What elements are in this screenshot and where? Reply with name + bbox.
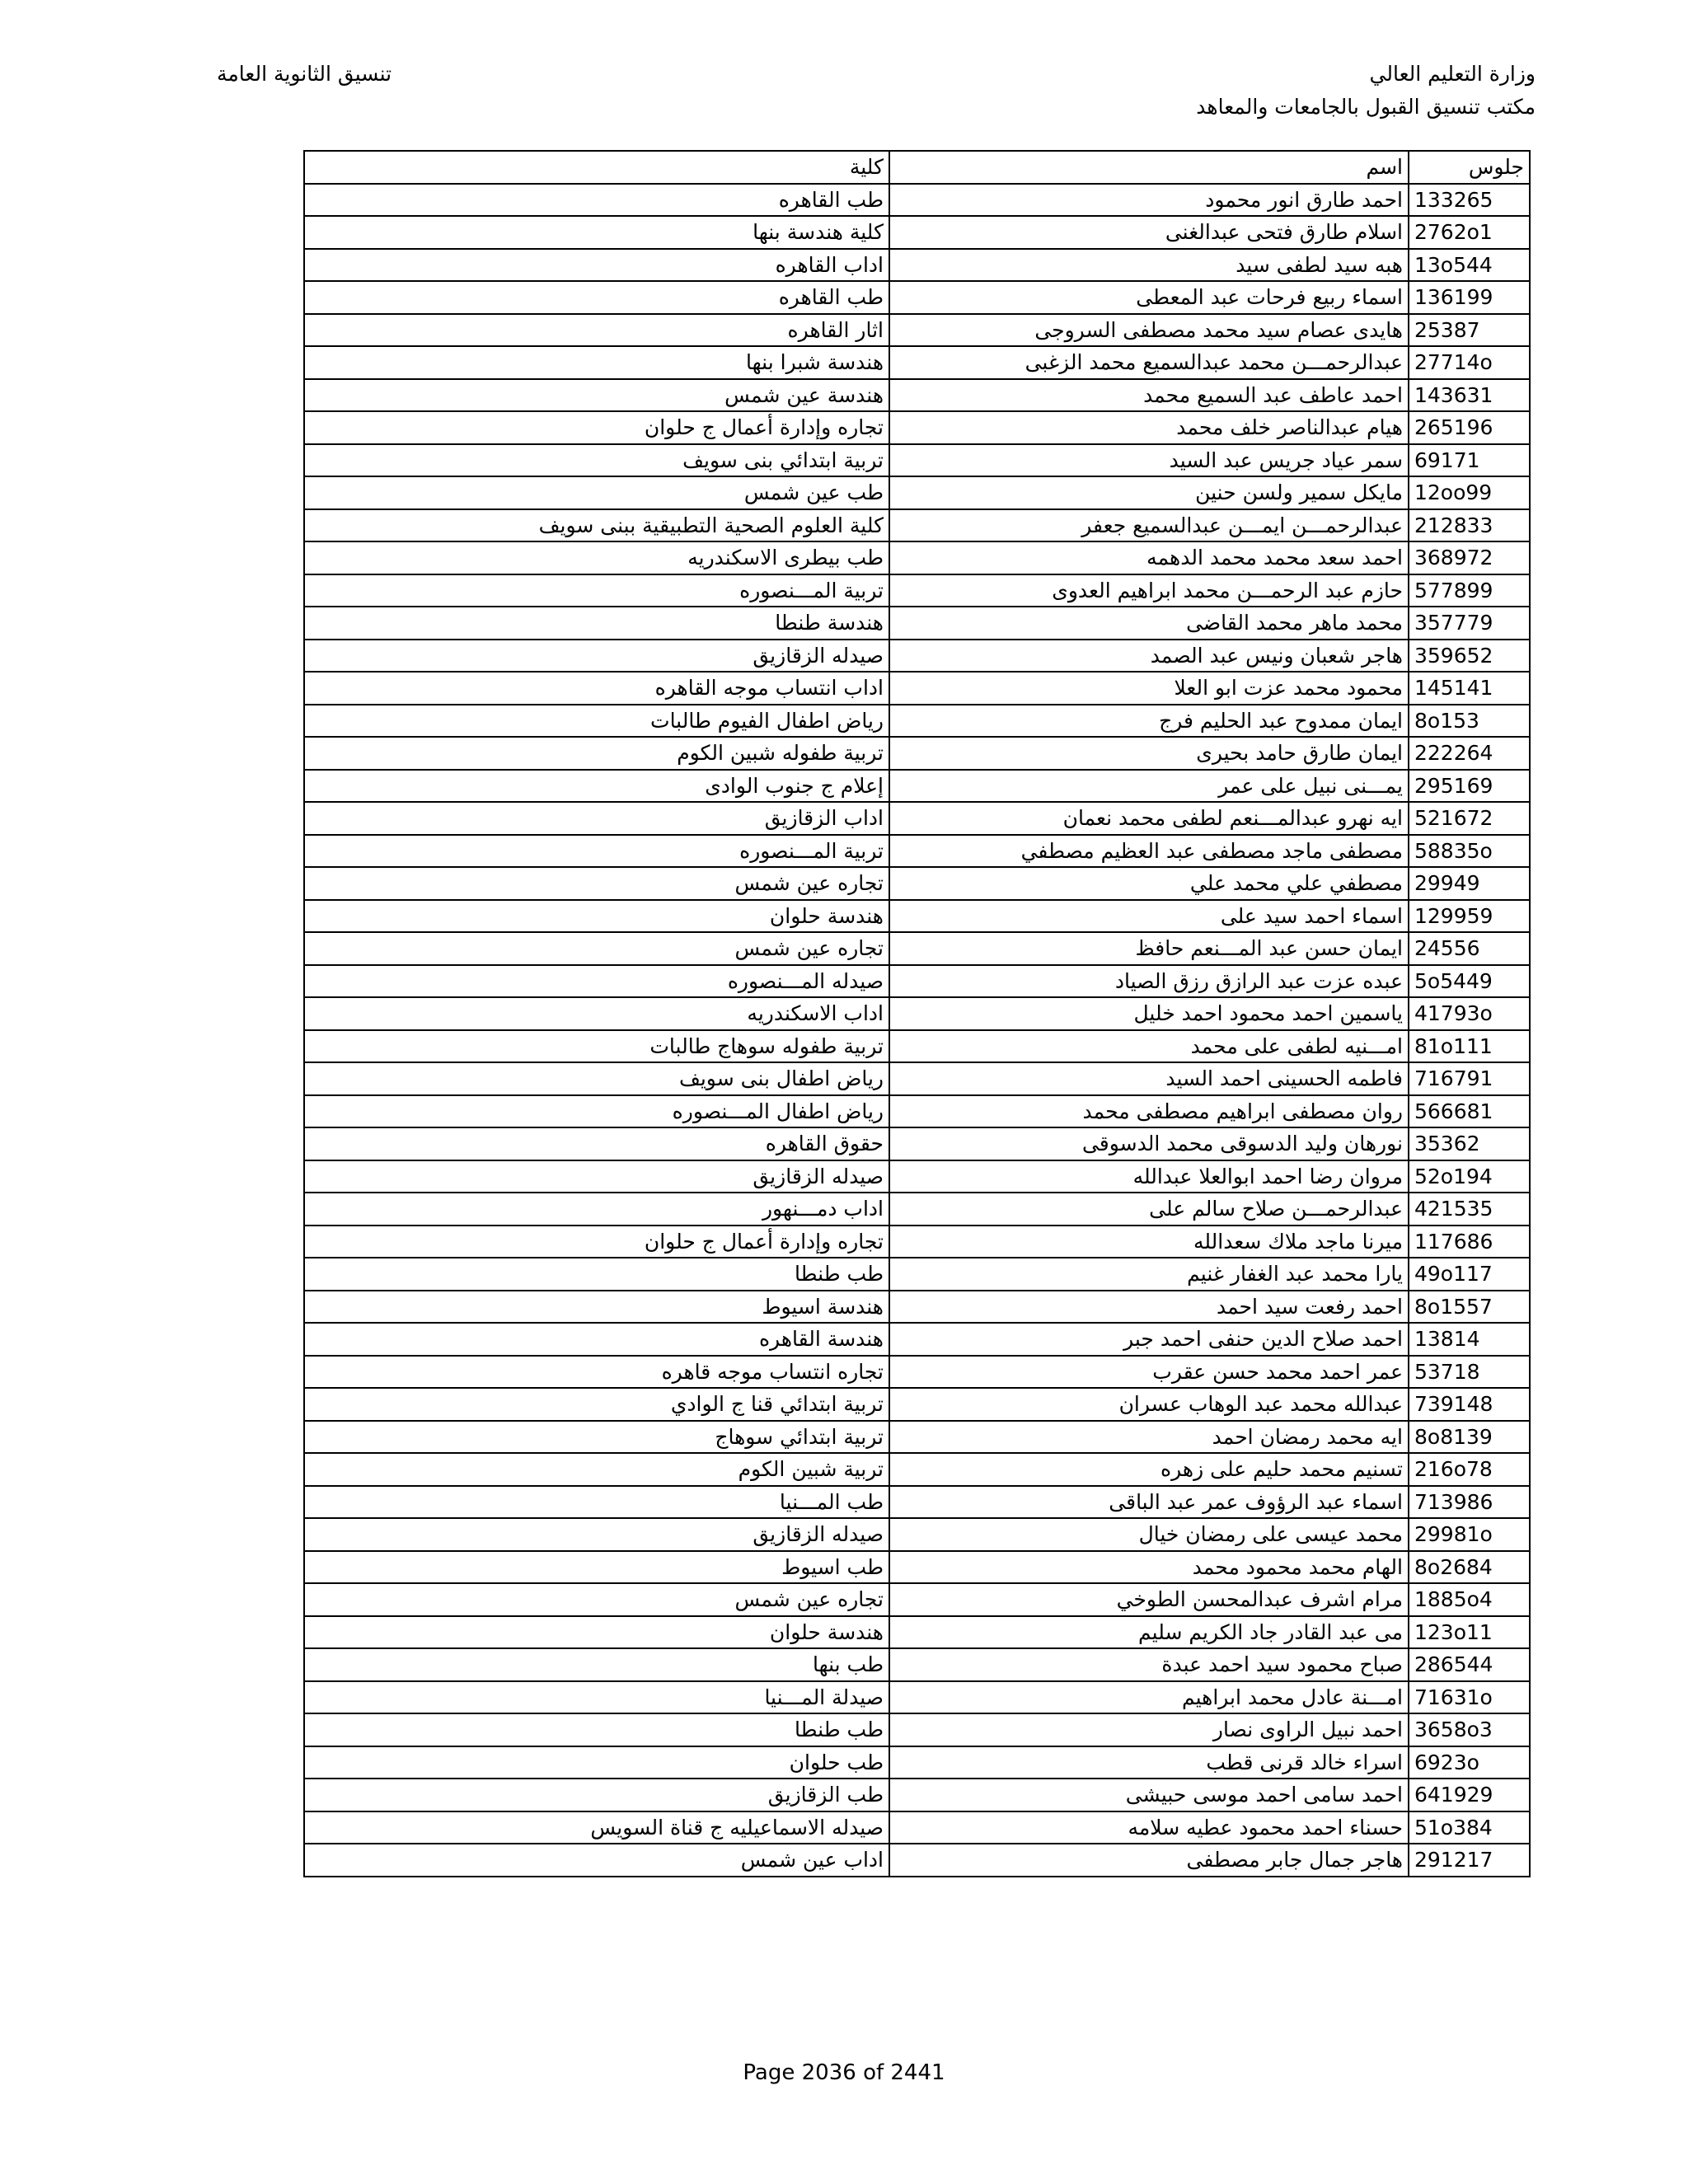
faculty-cell: تربية طفوله سوهاج طالبات: [304, 1030, 889, 1063]
seat-number-cell: 53718: [1409, 1356, 1530, 1389]
student-name-cell: مروان رضا احمد ابوالعلا عبدالله: [889, 1160, 1409, 1193]
student-name-cell: عبده عزت عبد الرازق رزق الصياد: [889, 965, 1409, 998]
seat-number-cell: 368972: [1409, 541, 1530, 574]
seat-number-cell: 8o2684: [1409, 1551, 1530, 1584]
table-row: [304, 1226, 1530, 1258]
table-row: [304, 737, 1530, 770]
student-name-cell: هيام عبدالناصر خلف محمد: [889, 411, 1409, 444]
student-name-cell: الهام محمد محمود محمد: [889, 1551, 1409, 1584]
table-row: [304, 867, 1530, 900]
seat-number-cell: 41793o: [1409, 997, 1530, 1030]
seat-number-cell: 222264: [1409, 737, 1530, 770]
faculty-cell: اداب القاهره: [304, 249, 889, 282]
page-number: Page 2036 of 2441: [743, 2060, 945, 2085]
seat-number-cell: 216o78: [1409, 1453, 1530, 1486]
table-row: [304, 1779, 1530, 1811]
seat-number-cell: 52o194: [1409, 1160, 1530, 1193]
student-name-cell: تسنيم محمد حليم على زهره: [889, 1453, 1409, 1486]
faculty-cell: طب اسيوط: [304, 1551, 889, 1584]
table-row: [304, 541, 1530, 574]
table-row: [304, 1421, 1530, 1454]
faculty-cell: طب المـــنيا: [304, 1486, 889, 1519]
faculty-cell: اثار القاهره: [304, 314, 889, 347]
student-name-cell: يمـــنى نبيل على عمر: [889, 770, 1409, 803]
student-name-cell: عبدالله محمد عبد الوهاب عسران: [889, 1388, 1409, 1421]
faculty-cell: تربية طفوله شبين الكوم: [304, 737, 889, 770]
faculty-cell: رياض اطفال بنى سويف: [304, 1062, 889, 1095]
seat-number-cell: 6923o: [1409, 1746, 1530, 1779]
seat-number-cell: 35362: [1409, 1127, 1530, 1160]
faculty-cell: اداب الزقازيق: [304, 802, 889, 835]
table-row: [304, 444, 1530, 477]
table-row: [304, 476, 1530, 509]
student-name-cell: سمر عياد جريس عبد السيد: [889, 444, 1409, 477]
faculty-cell: تربية ابتدائي قنا ج الوادي: [304, 1388, 889, 1421]
student-name-cell: حسناء احمد محمود عطيه سلامه: [889, 1811, 1409, 1844]
student-name-cell: هبه سيد لطفى سيد: [889, 249, 1409, 282]
table-row: [304, 1095, 1530, 1128]
student-name-cell: اسماء ربيع فرحات عبد المعطى: [889, 281, 1409, 314]
faculty-cell: صيدله الزقازيق: [304, 1160, 889, 1193]
faculty-cell: تربية المـــنصوره: [304, 574, 889, 607]
table-row: [304, 1388, 1530, 1421]
table-row: [304, 1486, 1530, 1519]
faculty-cell: طب طنطا: [304, 1713, 889, 1746]
office-name: مكتب تنسيق القبول بالجامعات والمعاهد: [1196, 95, 1536, 119]
faculty-cell: طب القاهره: [304, 281, 889, 314]
student-name-cell: محمود محمد عزت ابو العلا: [889, 672, 1409, 705]
student-name-cell: ايمان حسن عبد المـــنعم حافظ: [889, 932, 1409, 965]
seat-number-cell: 51o384: [1409, 1811, 1530, 1844]
seat-number-cell: 13814: [1409, 1323, 1530, 1356]
admissions-table-body: [304, 151, 1530, 1877]
seat-number-cell: 29949: [1409, 867, 1530, 900]
seat-number-cell: 291217: [1409, 1844, 1530, 1877]
coordination-title: تنسيق الثانوية العامة: [217, 62, 392, 86]
student-name-cell: عبدالرحمـــن صلاح سالم على: [889, 1193, 1409, 1226]
table-row: [304, 1062, 1530, 1095]
seat-number-cell: 117686: [1409, 1226, 1530, 1258]
seat-number-cell: 295169: [1409, 770, 1530, 803]
seat-number-cell: 357779: [1409, 607, 1530, 640]
seat-number-cell: 739148: [1409, 1388, 1530, 1421]
seat-number-cell: 133265: [1409, 184, 1530, 217]
student-name-cell: احمد نبيل الراوى نصار: [889, 1713, 1409, 1746]
faculty-cell: اداب عين شمس: [304, 1844, 889, 1877]
student-name-cell: فاطمه الحسينى احمد السيد: [889, 1062, 1409, 1095]
seat-number-cell: 29981o: [1409, 1518, 1530, 1551]
faculty-cell: هندسة شبرا بنها: [304, 346, 889, 379]
faculty-cell: صيدله الزقازيق: [304, 640, 889, 673]
table-row: [304, 411, 1530, 444]
seat-number-cell: 577899: [1409, 574, 1530, 607]
table-header-row: [304, 151, 1530, 184]
table-row: [304, 802, 1530, 835]
faculty-cell: تربية المـــنصوره: [304, 835, 889, 868]
student-name-cell: ميرنا ماجد ملاك سعدالله: [889, 1226, 1409, 1258]
coordination-header: [217, 58, 392, 91]
faculty-cell: هندسة عين شمس: [304, 379, 889, 412]
seat-number-cell: 359652: [1409, 640, 1530, 673]
column-header-seat: جلوس: [1409, 151, 1530, 184]
faculty-cell: تجاره وإدارة أعمال ج حلوان: [304, 411, 889, 444]
seat-number-cell: 421535: [1409, 1193, 1530, 1226]
table-row: [304, 1551, 1530, 1584]
student-name-cell: اسراء خالد قرنى قطب: [889, 1746, 1409, 1779]
seat-number-cell: 1885o4: [1409, 1583, 1530, 1616]
student-name-cell: مى عبد القادر جاد الكريم سليم: [889, 1616, 1409, 1649]
seat-number-cell: 129959: [1409, 900, 1530, 933]
table-row: [304, 509, 1530, 542]
table-row: [304, 770, 1530, 803]
table-row: [304, 1323, 1530, 1356]
faculty-cell: اداب انتساب موجه القاهره: [304, 672, 889, 705]
student-name-cell: اسماء عبد الرؤوف عمر عبد الباقى: [889, 1486, 1409, 1519]
table-row: [304, 249, 1530, 282]
table-row: [304, 1681, 1530, 1714]
table-row: [304, 216, 1530, 249]
student-name-cell: ايه نهرو عبدالمـــنعم لطفى محمد نعمان: [889, 802, 1409, 835]
seat-number-cell: 58835o: [1409, 835, 1530, 868]
student-name-cell: عمر احمد محمد حسن عقرب: [889, 1356, 1409, 1389]
student-name-cell: احمد طارق انور محمود: [889, 184, 1409, 217]
ministry-name: وزارة التعليم العالي: [1369, 62, 1536, 86]
table-row: [304, 1648, 1530, 1681]
student-name-cell: احمد عاطف عبد السميع محمد: [889, 379, 1409, 412]
faculty-cell: إعلام ج جنوب الوادى: [304, 770, 889, 803]
faculty-cell: طب طنطا: [304, 1258, 889, 1291]
table-row: [304, 184, 1530, 217]
faculty-cell: هندسة حلوان: [304, 1616, 889, 1649]
student-name-cell: ايه محمد رمضان احمد: [889, 1421, 1409, 1454]
seat-number-cell: 136199: [1409, 281, 1530, 314]
faculty-cell: صيدله الاسماعيليه ج قناة السويس: [304, 1811, 889, 1844]
seat-number-cell: 49o117: [1409, 1258, 1530, 1291]
seat-number-cell: 13o544: [1409, 249, 1530, 282]
seat-number-cell: 716791: [1409, 1062, 1530, 1095]
student-name-cell: هاجر جمال جابر مصطفى: [889, 1844, 1409, 1877]
seat-number-cell: 143631: [1409, 379, 1530, 412]
seat-number-cell: 8o1557: [1409, 1291, 1530, 1324]
student-name-cell: محمد عيسى على رمضان خيال: [889, 1518, 1409, 1551]
seat-number-cell: 81o111: [1409, 1030, 1530, 1063]
table-row: [304, 379, 1530, 412]
faculty-cell: هندسة القاهره: [304, 1323, 889, 1356]
faculty-cell: طب القاهره: [304, 184, 889, 217]
table-row: [304, 1616, 1530, 1649]
faculty-cell: اداب الاسكندريه: [304, 997, 889, 1030]
table-row: [304, 1713, 1530, 1746]
student-name-cell: مايكل سمير ولسن حنين: [889, 476, 1409, 509]
faculty-cell: حقوق القاهره: [304, 1127, 889, 1160]
faculty-cell: كلية هندسة بنها: [304, 216, 889, 249]
seat-number-cell: 521672: [1409, 802, 1530, 835]
faculty-cell: هندسة طنطا: [304, 607, 889, 640]
seat-number-cell: 265196: [1409, 411, 1530, 444]
seat-number-cell: 27714o: [1409, 346, 1530, 379]
table-row: [304, 1258, 1530, 1291]
faculty-cell: هندسة اسيوط: [304, 1291, 889, 1324]
table-row: [304, 1518, 1530, 1551]
seat-number-cell: 24556: [1409, 932, 1530, 965]
faculty-cell: صيدله المـــنصوره: [304, 965, 889, 998]
student-name-cell: امـــنة عادل محمد ابراهيم: [889, 1681, 1409, 1714]
student-name-cell: مصطفي علي محمد علي: [889, 867, 1409, 900]
student-name-cell: احمد رفعت سيد احمد: [889, 1291, 1409, 1324]
seat-number-cell: 12oo99: [1409, 476, 1530, 509]
student-name-cell: ياسمين احمد محمود احمد خليل: [889, 997, 1409, 1030]
table-row: [304, 1127, 1530, 1160]
faculty-cell: تجاره عين شمس: [304, 867, 889, 900]
seat-number-cell: 71631o: [1409, 1681, 1530, 1714]
faculty-cell: طب عين شمس: [304, 476, 889, 509]
student-name-cell: صباح محمود سيد احمد عبدة: [889, 1648, 1409, 1681]
seat-number-cell: 8o153: [1409, 705, 1530, 738]
student-name-cell: ايمان طارق حامد بحيرى: [889, 737, 1409, 770]
seat-number-cell: 286544: [1409, 1648, 1530, 1681]
faculty-cell: رياض اطفال الفيوم طالبات: [304, 705, 889, 738]
student-name-cell: هاجر شعبان ونيس عبد الصمد: [889, 640, 1409, 673]
student-name-cell: مصطفى ماجد مصطفى عبد العظيم مصطفي: [889, 835, 1409, 868]
table-row: [304, 997, 1530, 1030]
seat-number-cell: 145141: [1409, 672, 1530, 705]
table-row: [304, 965, 1530, 998]
table-row: [304, 1453, 1530, 1486]
faculty-cell: هندسة حلوان: [304, 900, 889, 933]
table-row: [304, 1844, 1530, 1877]
seat-number-cell: 69171: [1409, 444, 1530, 477]
faculty-cell: كلية العلوم الصحية التطبيقية ببنى سويف: [304, 509, 889, 542]
student-name-cell: عبدالرحمـــن ايمـــن عبدالسميع جعفر: [889, 509, 1409, 542]
faculty-cell: تجاره عين شمس: [304, 1583, 889, 1616]
faculty-cell: تجاره وإدارة أعمال ج حلوان: [304, 1226, 889, 1258]
faculty-cell: تجاره انتساب موجه قاهره: [304, 1356, 889, 1389]
faculty-cell: طب بيطرى الاسكندريه: [304, 541, 889, 574]
table-row: [304, 835, 1530, 868]
student-name-cell: احمد سامى احمد موسى حبيشى: [889, 1779, 1409, 1811]
table-row: [304, 1030, 1530, 1063]
seat-number-cell: 713986: [1409, 1486, 1530, 1519]
student-name-cell: اسماء احمد سيد على: [889, 900, 1409, 933]
faculty-cell: طب بنها: [304, 1648, 889, 1681]
student-name-cell: يارا محمد عبد الغفار غنيم: [889, 1258, 1409, 1291]
student-name-cell: حازم عبد الرحمـــن محمد ابراهيم العدوى: [889, 574, 1409, 607]
table-row: [304, 672, 1530, 705]
seat-number-cell: 8o8139: [1409, 1421, 1530, 1454]
faculty-cell: تربية ابتدائي بنى سويف: [304, 444, 889, 477]
table-row: [304, 1193, 1530, 1226]
student-name-cell: مرام اشرف عبدالمحسن الطوخي: [889, 1583, 1409, 1616]
student-name-cell: احمد سعد محمد محمد الدهمه: [889, 541, 1409, 574]
table-row: [304, 607, 1530, 640]
faculty-cell: طب الزقازيق: [304, 1779, 889, 1811]
table-row: [304, 1746, 1530, 1779]
seat-number-cell: 2762o1: [1409, 216, 1530, 249]
faculty-cell: اداب دمـــنهور: [304, 1193, 889, 1226]
table-row: [304, 1356, 1530, 1389]
student-name-cell: ايمان ممدوح عبد الحليم فرج: [889, 705, 1409, 738]
table-row: [304, 640, 1530, 673]
ministry-header: [1196, 58, 1536, 124]
table-row: [304, 281, 1530, 314]
student-name-cell: محمد ماهر محمد القاضى: [889, 607, 1409, 640]
table-row: [304, 1291, 1530, 1324]
table-row: [304, 1811, 1530, 1844]
seat-number-cell: 25387: [1409, 314, 1530, 347]
student-name-cell: اسلام طارق فتحى عبدالغنى: [889, 216, 1409, 249]
faculty-cell: تجاره عين شمس: [304, 932, 889, 965]
faculty-cell: تربية شبين الكوم: [304, 1453, 889, 1486]
student-name-cell: احمد صلاح الدين حنفى احمد جبر: [889, 1323, 1409, 1356]
column-header-faculty: كلية: [304, 151, 889, 184]
seat-number-cell: 566681: [1409, 1095, 1530, 1128]
table-row: [304, 900, 1530, 933]
student-name-cell: امـــنيه لطفى على محمد: [889, 1030, 1409, 1063]
faculty-cell: صيدله الزقازيق: [304, 1518, 889, 1551]
table-row: [304, 705, 1530, 738]
table-row: [304, 1583, 1530, 1616]
table-row: [304, 932, 1530, 965]
column-header-name: اسم: [889, 151, 1409, 184]
faculty-cell: رياض اطفال المـــنصوره: [304, 1095, 889, 1128]
seat-number-cell: 641929: [1409, 1779, 1530, 1811]
seat-number-cell: 123o11: [1409, 1616, 1530, 1649]
student-name-cell: نورهان وليد الدسوقى محمد الدسوقى: [889, 1127, 1409, 1160]
student-name-cell: عبدالرحمـــن محمد عبدالسميع محمد الزغبى: [889, 346, 1409, 379]
seat-number-cell: 3658o3: [1409, 1713, 1530, 1746]
admissions-table: [303, 150, 1531, 1877]
table-row: [304, 346, 1530, 379]
table-row: [304, 1160, 1530, 1193]
table-row: [304, 314, 1530, 347]
seat-number-cell: 5o5449: [1409, 965, 1530, 998]
faculty-cell: تربية ابتدائي سوهاج: [304, 1421, 889, 1454]
student-name-cell: روان مصطفى ابراهيم مصطفى محمد: [889, 1095, 1409, 1128]
faculty-cell: طب حلوان: [304, 1746, 889, 1779]
student-name-cell: هايدى عصام سيد محمد مصطفى السروجى: [889, 314, 1409, 347]
table-row: [304, 574, 1530, 607]
faculty-cell: صيدلة المـــنيا: [304, 1681, 889, 1714]
seat-number-cell: 212833: [1409, 509, 1530, 542]
